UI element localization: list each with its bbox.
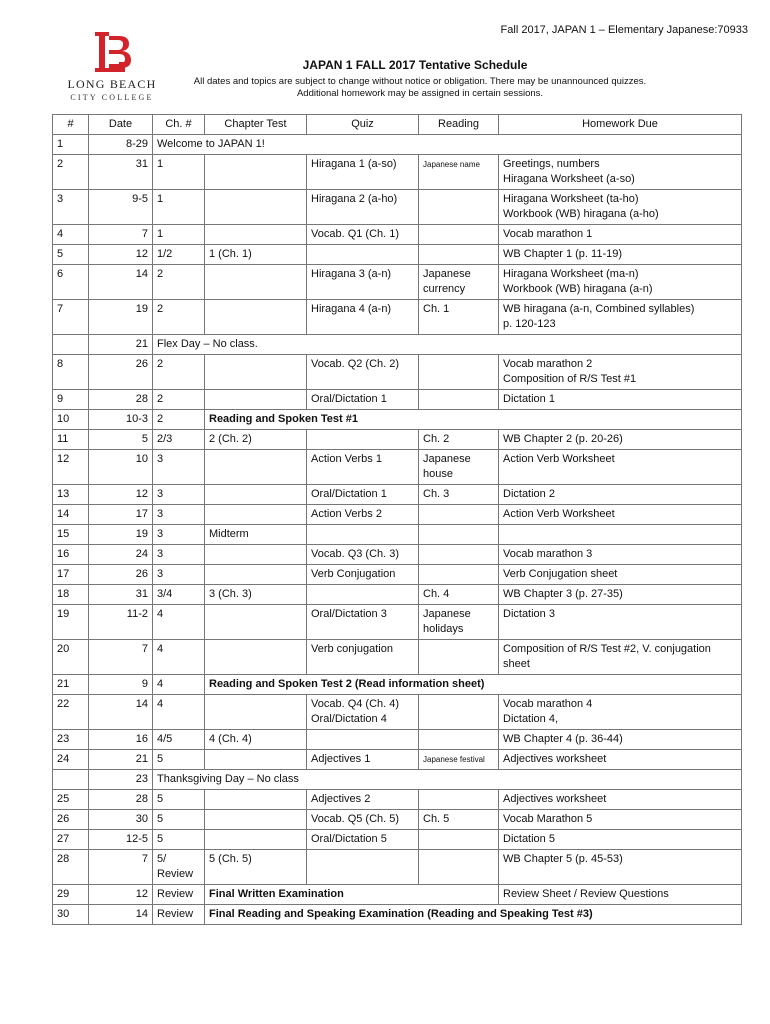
row-date: 10-3: [89, 410, 153, 430]
column-header: Reading: [419, 115, 499, 135]
row-event: Reading and Spoken Test #1: [205, 410, 742, 430]
homework-line: Vocab Marathon 5: [503, 813, 593, 825]
row-date: 14: [89, 695, 153, 730]
row-chapter: 5: [153, 810, 205, 830]
row-date: 17: [89, 505, 153, 525]
row-reading: [419, 225, 499, 245]
row-number: 8: [53, 355, 89, 390]
row-chapter-test: [205, 750, 307, 770]
row-homework: [499, 640, 742, 675]
table-row: [53, 565, 742, 585]
row-chapter: 5/ Review: [153, 850, 205, 885]
row-chapter: Review: [153, 905, 205, 925]
row-homework: [499, 450, 742, 485]
row-quiz: Vocab. Q2 (Ch. 2): [307, 355, 419, 390]
row-date: 24: [89, 545, 153, 565]
homework-line: Dictation 3: [503, 608, 555, 620]
table-body: [53, 135, 742, 925]
homework-line: Adjectives worksheet: [503, 753, 607, 765]
column-header: Homework Due: [499, 115, 742, 135]
row-number: 18: [53, 585, 89, 605]
row-date: 28: [89, 390, 153, 410]
row-date: 7: [89, 225, 153, 245]
row-number: 30: [53, 905, 89, 925]
row-chapter: 2: [153, 390, 205, 410]
row-number: 20: [53, 640, 89, 675]
row-quiz: [307, 850, 419, 885]
row-date: 30: [89, 810, 153, 830]
homework-line: WB hiragana (a-n, Combined syllables): [503, 303, 695, 315]
table-row: [53, 355, 742, 390]
row-number: 14: [53, 505, 89, 525]
row-event: Reading and Spoken Test 2 (Read information sheet): [205, 675, 742, 695]
row-reading: Japanese currency: [419, 265, 499, 300]
schedule-table: [52, 114, 742, 925]
row-date: 9-5: [89, 190, 153, 225]
homework-line: Dictation 1: [503, 393, 555, 405]
row-number: 15: [53, 525, 89, 545]
homework-line: Vocab marathon 1: [503, 228, 593, 240]
row-number: 5: [53, 245, 89, 265]
row-chapter-test: [205, 565, 307, 585]
row-homework: [499, 245, 742, 265]
row-quiz: [307, 525, 419, 545]
row-chapter: 2: [153, 355, 205, 390]
homework-line: Hiragana Worksheet (ta-ho): [503, 193, 639, 205]
row-date: 19: [89, 525, 153, 545]
row-chapter: 1: [153, 190, 205, 225]
table-header-row: [53, 115, 742, 135]
table-row: [53, 605, 742, 640]
table-row: [53, 135, 742, 155]
row-chapter: 1: [153, 225, 205, 245]
row-number: 9: [53, 390, 89, 410]
row-chapter-test: [205, 485, 307, 505]
row-number: 19: [53, 605, 89, 640]
row-reading: Ch. 4: [419, 585, 499, 605]
table-row: [53, 750, 742, 770]
homework-line: Review Sheet / Review Questions: [503, 888, 669, 900]
row-number: 13: [53, 485, 89, 505]
row-number: 16: [53, 545, 89, 565]
row-chapter-test: [205, 300, 307, 335]
row-chapter-test: 5 (Ch. 5): [205, 850, 307, 885]
row-date: 16: [89, 730, 153, 750]
row-date: 14: [89, 905, 153, 925]
row-chapter-test: [205, 830, 307, 850]
row-chapter: 5: [153, 790, 205, 810]
row-chapter: 4: [153, 695, 205, 730]
row-date: 26: [89, 355, 153, 390]
row-homework: [499, 430, 742, 450]
row-number: 11: [53, 430, 89, 450]
row-number: 29: [53, 885, 89, 905]
row-reading: [419, 355, 499, 390]
row-chapter: 3: [153, 565, 205, 585]
row-chapter: 5: [153, 830, 205, 850]
row-quiz: Hiragana 1 (a-so): [307, 155, 419, 190]
row-chapter-test: [205, 450, 307, 485]
row-homework: [499, 300, 742, 335]
row-chapter: 3: [153, 485, 205, 505]
row-homework: [499, 695, 742, 730]
logo-line2: CITY COLLEGE: [70, 93, 154, 102]
row-quiz: Vocab. Q5 (Ch. 5): [307, 810, 419, 830]
row-date: 28: [89, 790, 153, 810]
row-chapter-test: 2 (Ch. 2): [205, 430, 307, 450]
homework-line: Workbook (WB) hiragana (a-n): [503, 283, 653, 295]
row-quiz: Verb Conjugation: [307, 565, 419, 585]
row-chapter: 3: [153, 545, 205, 565]
row-reading: [419, 790, 499, 810]
row-quiz: [307, 430, 419, 450]
row-date: 9: [89, 675, 153, 695]
row-number: 21: [53, 675, 89, 695]
row-date: 12: [89, 885, 153, 905]
row-reading: [419, 695, 499, 730]
row-reading: [419, 505, 499, 525]
table-row: [53, 390, 742, 410]
row-date: 5: [89, 430, 153, 450]
row-homework: [499, 750, 742, 770]
row-number: 25: [53, 790, 89, 810]
row-chapter-test: [205, 355, 307, 390]
row-date: 21: [89, 335, 153, 355]
homework-line: Vocab marathon 4: [503, 698, 593, 710]
row-reading: [419, 565, 499, 585]
row-chapter-test: [205, 390, 307, 410]
homework-line: Greetings, numbers: [503, 158, 600, 170]
row-chapter: 1/2: [153, 245, 205, 265]
row-date: 21: [89, 750, 153, 770]
table-row: [53, 830, 742, 850]
row-chapter: 2: [153, 300, 205, 335]
row-homework: [499, 810, 742, 830]
table-row: [53, 675, 742, 695]
row-date: 31: [89, 155, 153, 190]
table-row: [53, 770, 742, 790]
homework-line: WB Chapter 1 (p. 11-19): [503, 248, 623, 260]
table-row: [53, 885, 742, 905]
table-row: [53, 640, 742, 675]
row-number: 27: [53, 830, 89, 850]
row-event: Flex Day – No class.: [153, 335, 742, 355]
homework-line: Dictation 4,: [503, 713, 559, 725]
row-homework: [499, 505, 742, 525]
row-reading: Japanese festival: [419, 750, 499, 770]
row-number: 2: [53, 155, 89, 190]
row-chapter: 3: [153, 450, 205, 485]
row-reading: [419, 850, 499, 885]
row-homework: [499, 485, 742, 505]
table-row: [53, 485, 742, 505]
homework-line: Workbook (WB) hiragana (a-ho): [503, 208, 659, 220]
row-quiz: [307, 585, 419, 605]
row-chapter: 2/3: [153, 430, 205, 450]
row-date: 12-5: [89, 830, 153, 850]
row-reading: [419, 245, 499, 265]
table-row: [53, 245, 742, 265]
row-chapter: 3: [153, 525, 205, 545]
row-reading: Japanese holidays: [419, 605, 499, 640]
row-homework: [499, 885, 742, 905]
row-number: 3: [53, 190, 89, 225]
row-chapter: 4: [153, 640, 205, 675]
row-number: [53, 335, 89, 355]
row-chapter-test: Midterm: [205, 525, 307, 545]
row-date: 7: [89, 850, 153, 885]
row-homework: [499, 585, 742, 605]
row-homework: [499, 355, 742, 390]
row-homework: [499, 545, 742, 565]
homework-line: Vocab marathon 3: [503, 548, 593, 560]
row-chapter-test: [205, 810, 307, 830]
row-number: 4: [53, 225, 89, 245]
row-event: Thanksgiving Day – No class: [153, 770, 742, 790]
row-number: 1: [53, 135, 89, 155]
row-date: 10: [89, 450, 153, 485]
homework-line: WB Chapter 4 (p. 36-44): [503, 733, 623, 745]
row-date: 19: [89, 300, 153, 335]
logo-line1: LONG BEACH: [67, 77, 157, 91]
row-homework: [499, 390, 742, 410]
row-chapter: 3: [153, 505, 205, 525]
row-quiz: Vocab. Q4 (Ch. 4) Oral/Dictation 4: [307, 695, 419, 730]
table-row: [53, 300, 742, 335]
row-reading: [419, 640, 499, 675]
column-header: Chapter Test: [205, 115, 307, 135]
row-quiz: Oral/Dictation 1: [307, 390, 419, 410]
column-header: Date: [89, 115, 153, 135]
row-chapter: 5: [153, 750, 205, 770]
row-quiz: Hiragana 3 (a-n): [307, 265, 419, 300]
row-date: 8-29: [89, 135, 153, 155]
row-homework: [499, 225, 742, 245]
row-chapter-test: [205, 225, 307, 245]
row-chapter-test: 1 (Ch. 1): [205, 245, 307, 265]
row-chapter-test: 4 (Ch. 4): [205, 730, 307, 750]
table-row: [53, 430, 742, 450]
row-reading: Ch. 1: [419, 300, 499, 335]
row-number: [53, 770, 89, 790]
row-reading: [419, 830, 499, 850]
row-date: 14: [89, 265, 153, 300]
row-date: 23: [89, 770, 153, 790]
row-homework: [499, 565, 742, 585]
table-row: [53, 335, 742, 355]
table-row: [53, 225, 742, 245]
homework-line: Composition of R/S Test #2, V. conjugation sheet: [503, 643, 711, 670]
row-homework: [499, 525, 742, 545]
homework-line: Hiragana Worksheet (ma-n): [503, 268, 639, 280]
row-quiz: Hiragana 2 (a-ho): [307, 190, 419, 225]
row-reading: Ch. 2: [419, 430, 499, 450]
column-header: #: [53, 115, 89, 135]
row-chapter: Review: [153, 885, 205, 905]
row-chapter-test: [205, 790, 307, 810]
row-homework: [499, 790, 742, 810]
row-chapter-test: [205, 695, 307, 730]
row-chapter: 2: [153, 265, 205, 300]
homework-line: WB Chapter 5 (p. 45-53): [503, 853, 623, 865]
homework-line: WB Chapter 2 (p. 20-26): [503, 433, 623, 445]
table-row: [53, 190, 742, 225]
table-row: [53, 810, 742, 830]
course-header: Fall 2017, JAPAN 1 – Elementary Japanese:70933: [500, 24, 748, 36]
row-homework: [499, 155, 742, 190]
table-row: [53, 730, 742, 750]
row-chapter: 4: [153, 675, 205, 695]
row-homework: [499, 605, 742, 640]
row-quiz: [307, 245, 419, 265]
row-quiz: Oral/Dictation 3: [307, 605, 419, 640]
row-event: Final Reading and Speaking Examination (Reading and Speaking Test #3): [205, 905, 742, 925]
homework-line: WB Chapter 3 (p. 27-35): [503, 588, 623, 600]
row-quiz: Adjectives 2: [307, 790, 419, 810]
homework-line: p. 120-123: [503, 318, 556, 330]
homework-line: Verb Conjugation sheet: [503, 568, 618, 580]
table-row: [53, 155, 742, 190]
table-row: [53, 585, 742, 605]
row-reading: [419, 730, 499, 750]
row-reading: [419, 190, 499, 225]
row-chapter: 2: [153, 410, 205, 430]
column-header: Ch. #: [153, 115, 205, 135]
row-quiz: Hiragana 4 (a-n): [307, 300, 419, 335]
table-row: [53, 450, 742, 485]
homework-line: Dictation 2: [503, 488, 555, 500]
row-chapter-test: [205, 640, 307, 675]
row-number: 10: [53, 410, 89, 430]
row-quiz: Oral/Dictation 5: [307, 830, 419, 850]
table-row: [53, 695, 742, 730]
row-reading: Ch. 3: [419, 485, 499, 505]
row-homework: [499, 265, 742, 300]
homework-line: Dictation 5: [503, 833, 555, 845]
row-chapter: 1: [153, 155, 205, 190]
row-chapter: 4: [153, 605, 205, 640]
homework-line: Vocab marathon 2: [503, 358, 593, 370]
row-quiz: Adjectives 1: [307, 750, 419, 770]
row-chapter-test: [205, 505, 307, 525]
row-quiz: Action Verbs 2: [307, 505, 419, 525]
row-reading: [419, 525, 499, 545]
row-chapter-test: [205, 605, 307, 640]
notice-line: All dates and topics are subject to change without notice or obligation. There may be unannounced quizzes.: [193, 76, 647, 87]
row-reading: Japanese name: [419, 155, 499, 190]
homework-line: Action Verb Worksheet: [503, 453, 615, 465]
row-date: 26: [89, 565, 153, 585]
row-reading: [419, 390, 499, 410]
table-row: [53, 525, 742, 545]
row-chapter-test: [205, 155, 307, 190]
row-quiz: [307, 730, 419, 750]
row-chapter-test: [205, 265, 307, 300]
row-chapter: 3/4: [153, 585, 205, 605]
row-date: 12: [89, 245, 153, 265]
row-number: 24: [53, 750, 89, 770]
row-event: Welcome to JAPAN 1!: [153, 135, 742, 155]
column-header: Quiz: [307, 115, 419, 135]
notice: [160, 76, 680, 100]
table-row: [53, 265, 742, 300]
table-row: [53, 790, 742, 810]
row-chapter: 4/5: [153, 730, 205, 750]
row-number: 28: [53, 850, 89, 885]
table-row: [53, 505, 742, 525]
homework-line: Action Verb Worksheet: [503, 508, 615, 520]
table-row: [53, 545, 742, 565]
row-number: 12: [53, 450, 89, 485]
row-date: 12: [89, 485, 153, 505]
row-date: 11-2: [89, 605, 153, 640]
table-row: [53, 410, 742, 430]
row-reading: [419, 545, 499, 565]
page-title: JAPAN 1 FALL 2017 Tentative Schedule: [302, 58, 528, 72]
row-homework: [499, 850, 742, 885]
row-homework: [499, 830, 742, 850]
row-quiz: Vocab. Q1 (Ch. 1): [307, 225, 419, 245]
row-number: 23: [53, 730, 89, 750]
row-number: 22: [53, 695, 89, 730]
homework-line: Hiragana Worksheet (a-so): [503, 173, 635, 185]
row-event: Final Written Examination: [205, 885, 499, 905]
row-homework: [499, 730, 742, 750]
row-number: 26: [53, 810, 89, 830]
row-chapter-test: 3 (Ch. 3): [205, 585, 307, 605]
row-number: 17: [53, 565, 89, 585]
row-date: 7: [89, 640, 153, 675]
homework-line: Composition of R/S Test #1: [503, 373, 637, 385]
row-date: 31: [89, 585, 153, 605]
row-quiz: Verb conjugation: [307, 640, 419, 675]
row-number: 6: [53, 265, 89, 300]
row-quiz: Action Verbs 1: [307, 450, 419, 485]
table-row: [53, 850, 742, 885]
row-reading: Japanese house: [419, 450, 499, 485]
row-chapter-test: [205, 545, 307, 565]
notice-line: Additional homework may be assigned in certain sessions.: [296, 88, 544, 99]
homework-line: Adjectives worksheet: [503, 793, 607, 805]
row-reading: Ch. 5: [419, 810, 499, 830]
row-quiz: Vocab. Q3 (Ch. 3): [307, 545, 419, 565]
row-number: 7: [53, 300, 89, 335]
row-homework: [499, 190, 742, 225]
table-row: [53, 905, 742, 925]
row-chapter-test: [205, 190, 307, 225]
row-quiz: Oral/Dictation 1: [307, 485, 419, 505]
